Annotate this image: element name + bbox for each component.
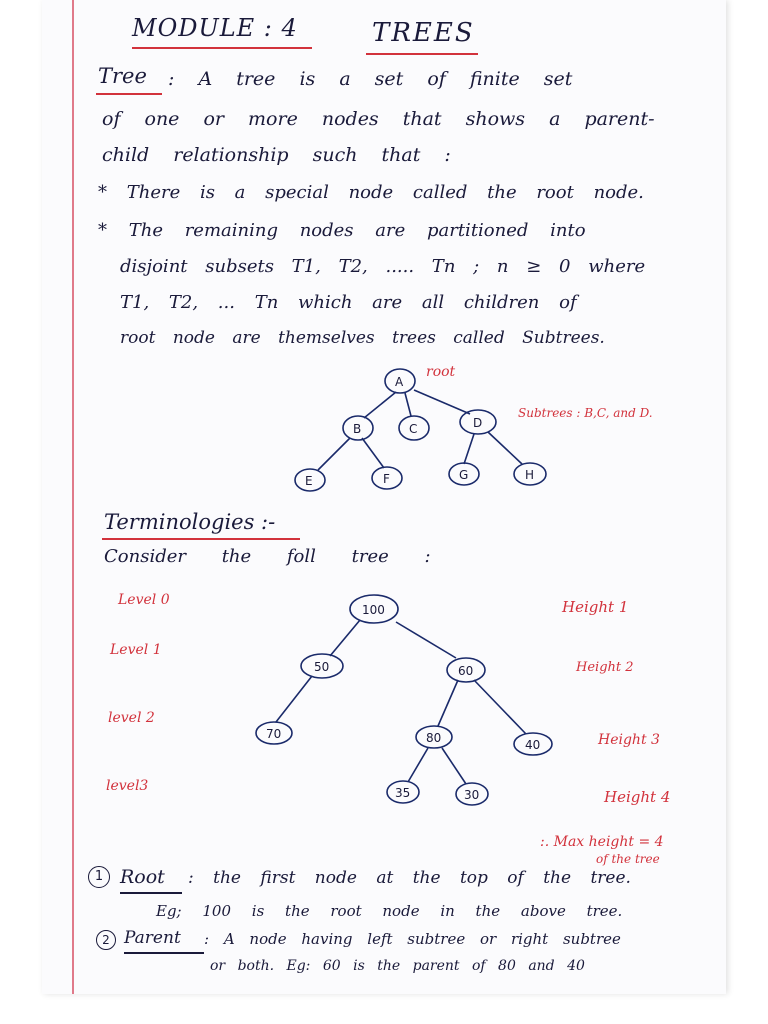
tree2-label-50: 50 xyxy=(314,660,330,674)
root-note: root xyxy=(426,364,456,380)
tree2-label-100: 100 xyxy=(362,603,385,617)
parent-example: or both. Eg: 60 is the parent of 80 and 40 xyxy=(210,958,585,974)
tree1-label-f: F xyxy=(383,472,390,486)
level-3-label: level3 xyxy=(106,778,149,794)
definition-line-2: of one or more nodes that shows a parent- xyxy=(102,108,655,130)
parent-term: Parent xyxy=(124,928,181,948)
tree1-label-d: D xyxy=(473,416,483,430)
max-height-note: :. Max height = 4 xyxy=(540,834,664,850)
root-definition: : the first node at the top of the tree. xyxy=(188,868,631,888)
module-heading: MODULE : 4 xyxy=(132,14,298,42)
tree1-label-h: H xyxy=(525,468,535,482)
level-2-label: level 2 xyxy=(108,710,155,726)
tree1-label-g: G xyxy=(459,468,469,482)
tree2-label-30: 30 xyxy=(464,788,480,802)
tree1-label-a: A xyxy=(395,375,404,389)
tree2-label-80: 80 xyxy=(426,731,442,745)
terminologies-title: Terminologies :- xyxy=(104,510,276,534)
tree2-label-35: 35 xyxy=(395,786,411,800)
level-0-label: Level 0 xyxy=(118,592,170,608)
tree1-label-c: C xyxy=(409,422,418,436)
parent-term-underline xyxy=(124,952,204,954)
bullet-root-node: * There is a special node called the root node. xyxy=(98,182,644,203)
definition-line-1: : A tree is a set of finite set xyxy=(168,68,573,90)
height-3-label: Height 3 xyxy=(598,732,660,748)
topic-heading: TREES xyxy=(372,18,475,48)
root-term: Root xyxy=(120,866,165,888)
tree1-label-e: E xyxy=(305,474,313,488)
subtrees-note: Subtrees : B,C, and D. xyxy=(518,406,653,420)
tree2-label-70: 70 xyxy=(266,727,282,741)
parent-definition: : A node having left subtree or right subtree xyxy=(204,930,621,948)
root-point-number: 1 xyxy=(88,866,110,888)
height-4-label: Height 4 xyxy=(604,788,671,806)
height-2-label: Height 2 xyxy=(576,660,634,675)
level-1-label: Level 1 xyxy=(110,642,162,658)
tree2-label-40: 40 xyxy=(525,738,541,752)
height-1-label: Height 1 xyxy=(562,598,629,616)
bullet-disjoint: disjoint subsets T1, T2, ..... Tn ; n ≥ 0 where xyxy=(120,256,646,277)
bullet-partitioned: * The remaining nodes are partitioned into xyxy=(98,220,586,241)
terminologies-intro: Consider the foll tree : xyxy=(104,546,431,567)
tree-term: Tree xyxy=(98,64,147,88)
root-example: Eg; 100 is the root node in the above tree. xyxy=(156,902,623,920)
definition-line-3: child relationship such that : xyxy=(102,144,451,166)
bullet-children: T1, T2, ... Tn which are all children of xyxy=(120,292,577,313)
root-term-underline xyxy=(120,892,182,894)
parent-point-number: 2 xyxy=(96,930,116,950)
max-height-note-sub: of the tree xyxy=(596,852,660,866)
tree2-label-60: 60 xyxy=(458,664,474,678)
tree1-label-b: B xyxy=(353,422,362,436)
bullet-subtrees: root node are themselves trees called Subtrees. xyxy=(120,328,605,348)
